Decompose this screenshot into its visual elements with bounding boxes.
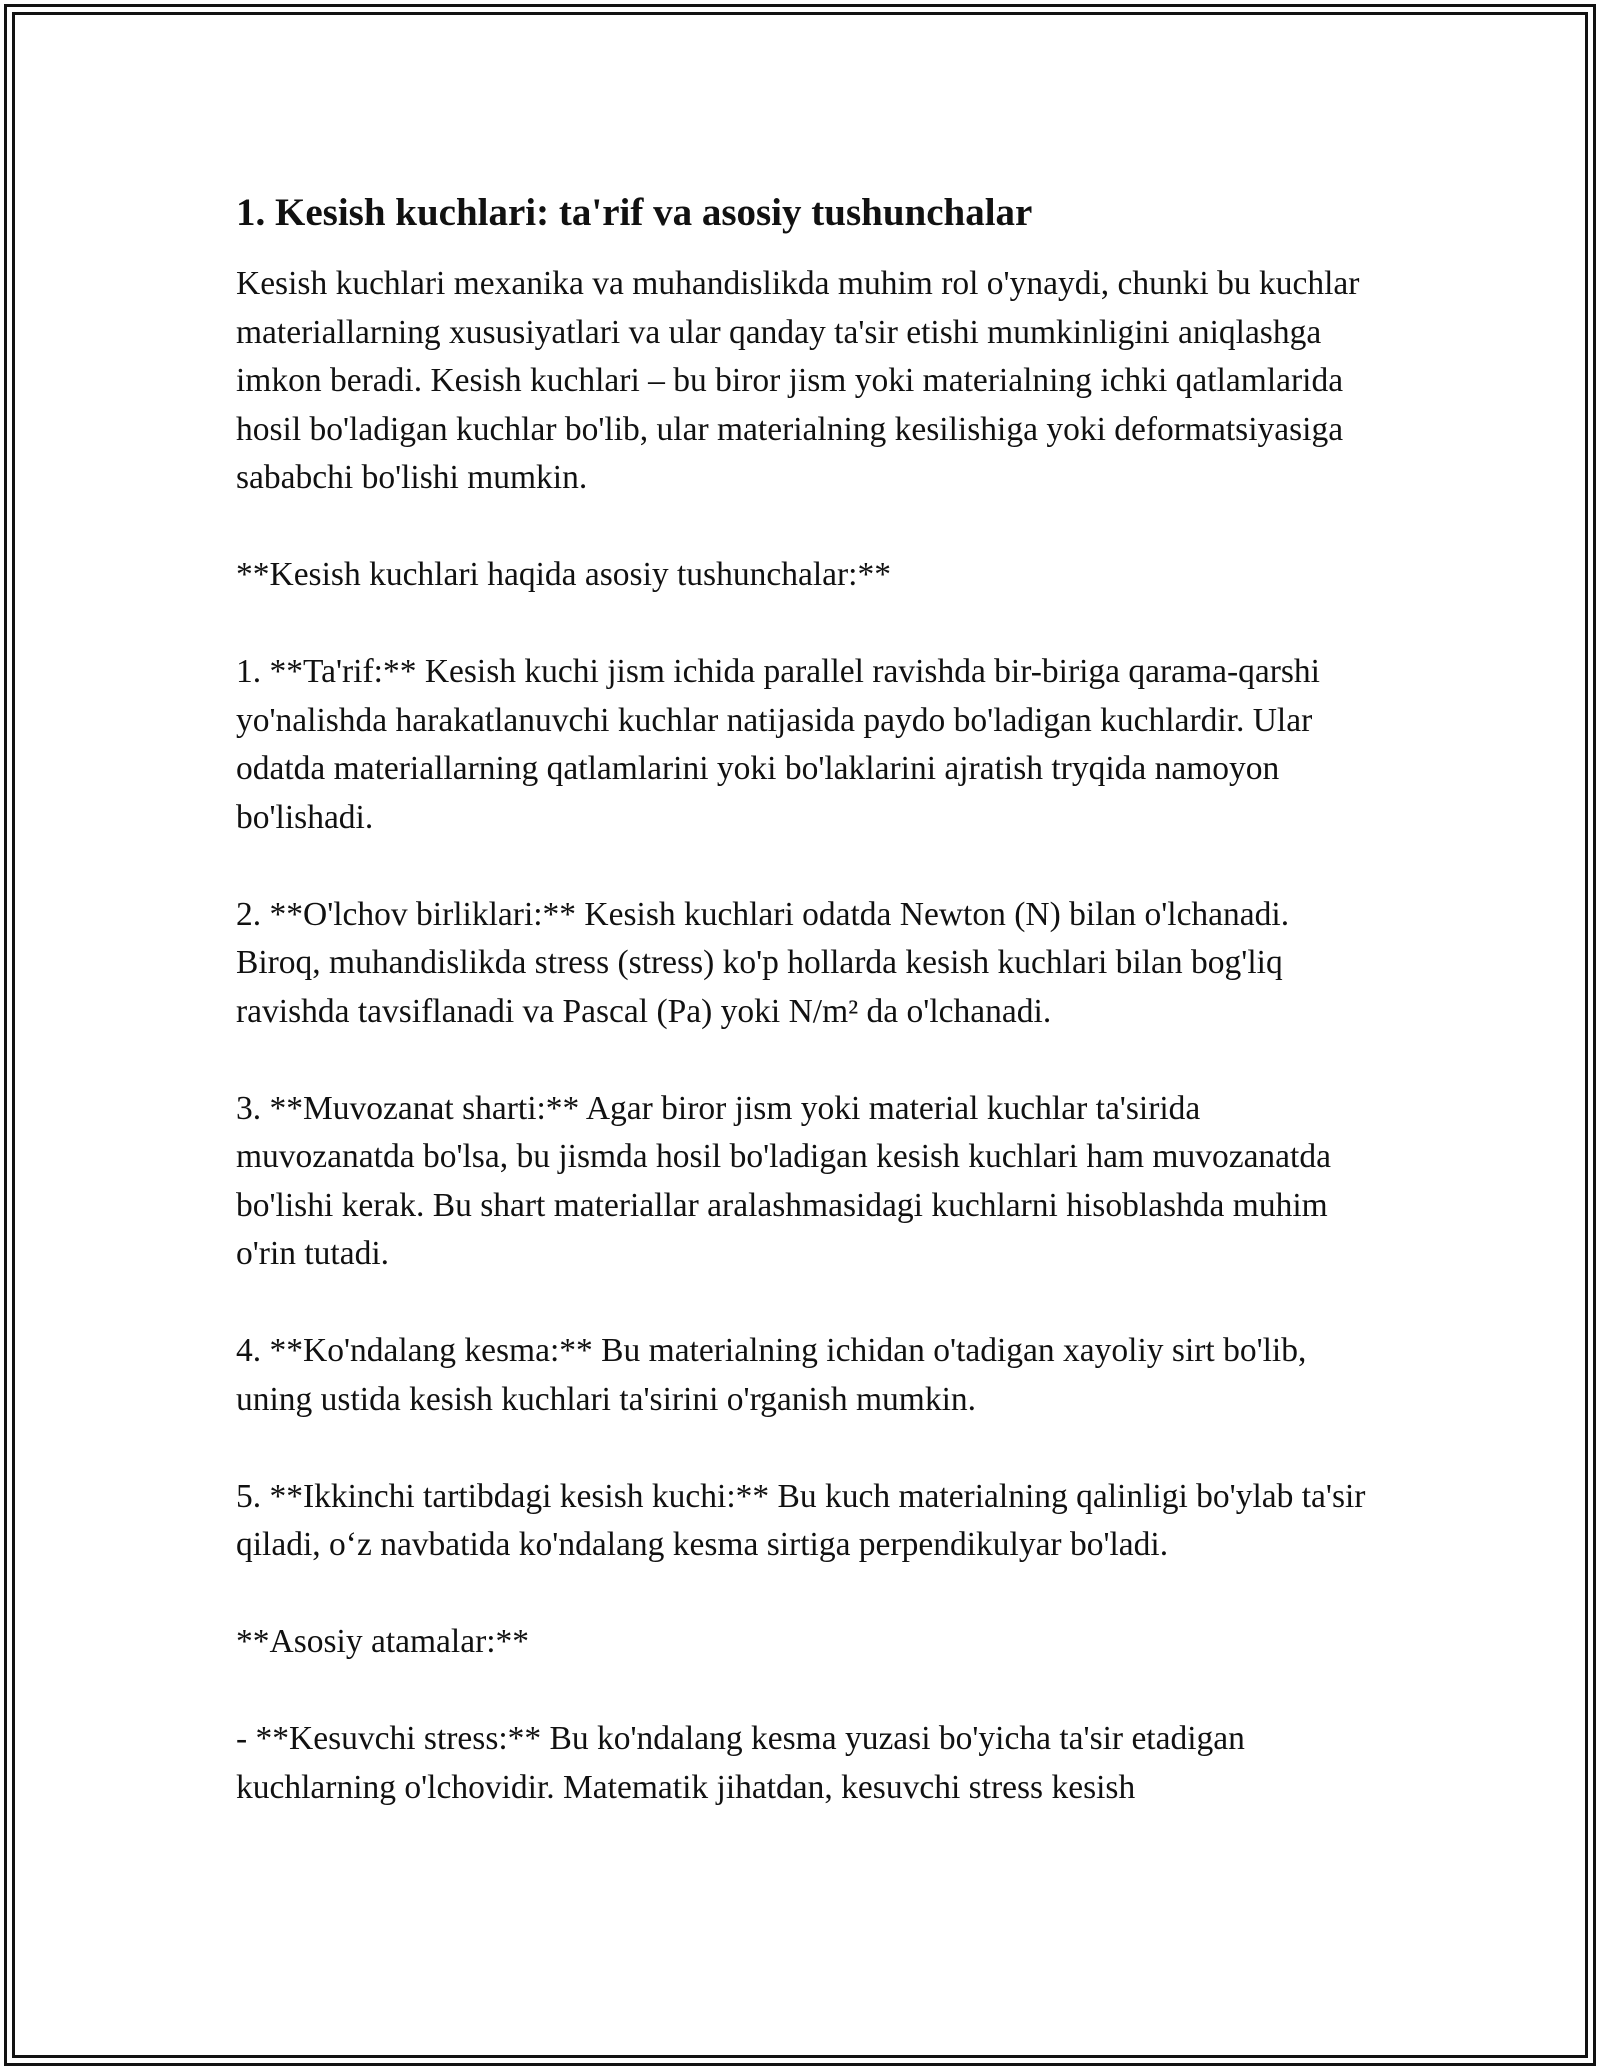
intro-paragraph: Kesish kuchlari mexanika va muhandislikda muhim rol o'ynaydi, chunki bu kuchlar materiallarning xususiyatlari va ular qanday ta'sir etishi mumkinligini aniqlashga imkon beradi. Kesish kuchlari – bu biror jism yoki materialning ichki qatlamlarida hosil bo'ladigan kuchlar bo'lib, ular materialning kesilishiga yoki deformatsiyasiga sababchi bo'lishi mumkin. — [236, 265, 1360, 496]
list-item-definition: 1. **Ta'rif:** Kesish kuchi jism ichida parallel ravishda bir-biriga qarama-qarshi yo'nalishda harakatlanuvchi kuchlar natijasida paydo bo'ladigan kuchlardir. Ular odatda materiallarning qatlamlarini yoki bo'laklarini ajratish tryqida namoyon bo'lishadi. — [236, 653, 1320, 836]
list-item-equilibrium: 3. **Muvozanat sharti:** Agar biror jism yoki material kuchlar ta'sirida muvozanatda bo'lsa, bu jismda hosil bo'ladigan kesish kuchlari ham muvozanatda bo'lishi kerak. Bu shart materiallar aralashmasidagi kuchlarni hisoblashda muhim o'rin tutadi. — [236, 1089, 1331, 1272]
list-item-units: 2. **O'lchov birliklari:** Kesish kuchlari odatda Newton (N) bilan o'lchanadi. Biroq, muhandislikda stress (stress) ko'p hollarda kesish kuchlari bilan bog'liq ravishda tavsiflanadi va Pascal (Pa) yoki N/m² da o'lchanadi. — [236, 895, 1290, 1030]
term-shear-stress: - **Kesuvchi stress:** Bu ko'ndalang kesma yuzasi bo'yicha ta'sir etadigan kuchlarning o'lchovidir. Matematik jihatdan, kesuvchi stress kesish — [236, 1720, 1245, 1806]
concepts-subheading: **Kesish kuchlari haqida asosiy tushunchalar:** — [236, 556, 891, 593]
document-body — [236, 188, 1366, 1812]
section-heading: 1. Kesish kuchlari: ta'rif va asosiy tushunchalar — [236, 191, 1033, 234]
list-item-second-order: 5. **Ikkinchi tartibdagi kesish kuchi:** Bu kuch materialning qalinligi bo'ylab ta'sir qiladi, o‘z navbatida ko'ndalang kesma sirtiga perpendikulyar bo'ladi. — [236, 1477, 1366, 1563]
list-item-cross-section: 4. **Ko'ndalang kesma:** Bu materialning ichidan o'tadigan xayoliy sirt bo'lib, uning ustida kesish kuchlari ta'sirini o'rganish mumkin. — [236, 1332, 1307, 1418]
terms-subheading: **Asosiy atamalar:** — [236, 1623, 530, 1660]
